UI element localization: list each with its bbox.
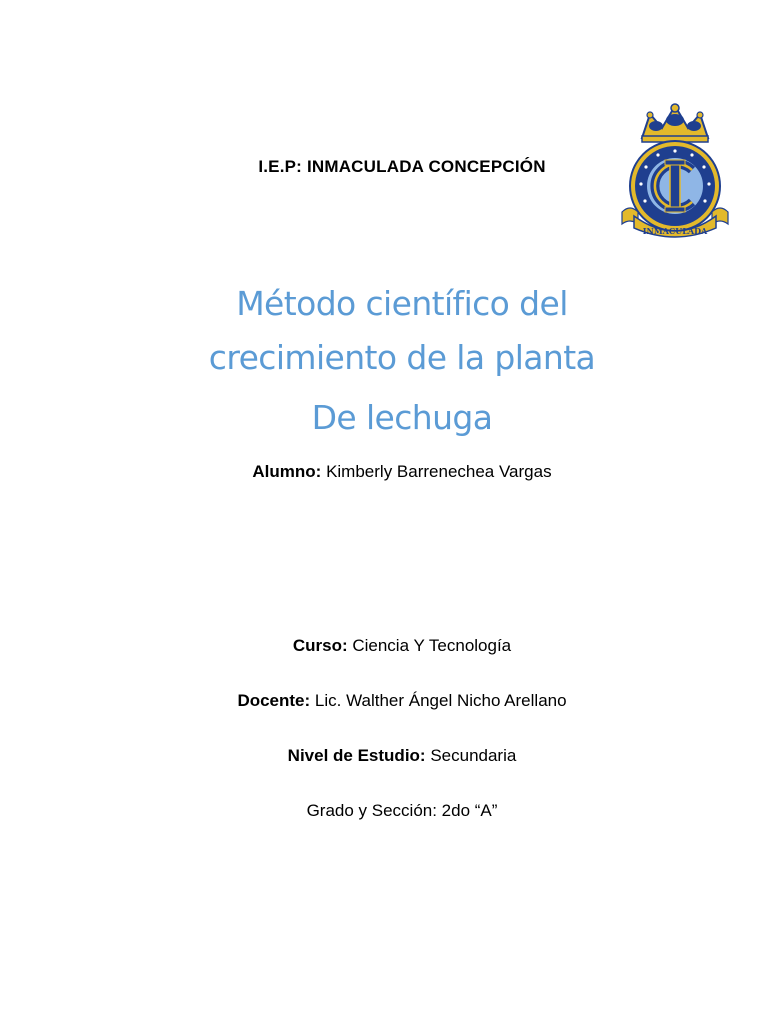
crown-icon	[642, 104, 708, 142]
teacher-row	[0, 691, 768, 711]
course-row	[0, 636, 768, 656]
svg-text:INMACULADA: INMACULADA	[642, 226, 708, 236]
document-title-line-1: Método científico del	[236, 284, 568, 323]
level-label: Nivel de Estudio:	[287, 746, 426, 765]
course-label: Curso:	[292, 636, 348, 655]
teacher-label: Docente:	[237, 691, 311, 710]
student-row	[0, 462, 768, 482]
document-title-line-2: crecimiento de la planta	[208, 338, 596, 377]
level-row	[0, 746, 768, 766]
level-value: Secundaria	[425, 746, 517, 765]
document-title-line-3: De lechuga	[311, 398, 493, 437]
student-name: Kimberly Barrenechea Vargas	[321, 462, 552, 481]
school-crest-icon	[620, 100, 730, 246]
course-name: Ciencia Y Tecnología	[347, 636, 512, 655]
teacher-name: Lic. Walther Ángel Nicho Arellano	[310, 691, 567, 710]
grade-section-row: Grado y Sección: 2do “A”	[306, 801, 498, 820]
school-name: I.E.P: INMACULADA CONCEPCIÓN	[258, 157, 546, 176]
student-label: Alumno:	[252, 462, 322, 481]
